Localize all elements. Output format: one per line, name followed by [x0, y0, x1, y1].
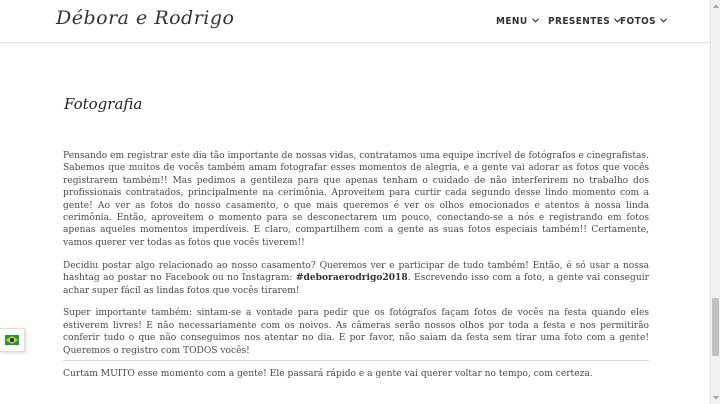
- paragraph-text: Decidiu postar algo relacionado ao nosso casamento? Queremos ver e participar de tudo também! Então, é só usar a nossa hashtag ao postar no Facebook ou no Instagram:: [63, 260, 649, 284]
- site-header: [0, 0, 710, 43]
- nav-presentes[interactable]: [548, 15, 621, 27]
- scrollbar-thumb[interactable]: [712, 298, 719, 356]
- nav-fotos[interactable]: [620, 15, 667, 27]
- paragraph: Pensando em registrar este dia tão importante de nossas vidas, contratamos uma equipe incrível de fotógrafos e cinegrafistas. Sabemos que muitos de vocês também amam fotografar esses momentos de alegria, e a gente vai adorar as fotos que vocês registrarem também!! Mas pedimos a gentileza para que apenas tenham o cuidado de não interferirem no trabalho dos profissionais contratados, principalmente na cerimônia. Aproveitem para curtir cada segundo desse lindo momento com a gente! Ao ver as fotos do nosso casamento, o que mais queremos é ver os olhos emocionados e atentos à nossa linda cerimônia. Então, aproveitem o momento para se desconectarem um pouco, conectando-se a nós e registrando em fotos apenas aqueles momentos imperdíveis. E claro, compartilhem com a gente as suas fotos especiais também!! Certamente, vamos querer ver todas as fotos que vocês tiverem!!: [63, 151, 649, 248]
- language-selector[interactable]: [0, 328, 25, 352]
- section-divider: [63, 360, 649, 361]
- section-title: Fotografia: [64, 95, 143, 113]
- nav-menu-label: MENU: [496, 16, 528, 27]
- nav-menu[interactable]: [496, 15, 539, 27]
- section-content: [63, 150, 649, 391]
- paragraph: Curtam MUITO esse momento com a gente! Ele passará rápido e a gente vai querer voltar no tempo, com certeza.: [63, 368, 593, 379]
- paragraph: Super importante também: sintam-se a vontade para pedir que os fotógrafos façam fotos de vocês na festa quando eles estiverem livres! E não necessariamente com os noivos. As câmeras serão nossos olhos por toda a festa e nos permitirão conferir tudo o que não conseguimos nos atentar no dia. E por favor, não saiam da festa sem tirar uma foto com a gente! Queremos o registro com TODOS vocês!: [63, 308, 649, 356]
- chevron-down-icon: [532, 15, 539, 26]
- paragraph-text: . Escrevendo isso com a foto, a gente vai conseguir achar super fácil as lindas fotos que vocês tirarem!: [63, 273, 649, 296]
- site-logo[interactable]: Débora e Rodrigo: [56, 7, 235, 29]
- scroll-down-arrow-icon[interactable]: [712, 394, 720, 402]
- hashtag: #deboraerodrigo2018: [295, 272, 408, 284]
- chevron-down-icon: [660, 15, 667, 26]
- brazil-flag-icon: [5, 335, 19, 345]
- nav-fotos-label: FOTOS: [620, 16, 657, 27]
- paragraph-hashtag: [63, 260, 649, 297]
- scroll-up-arrow-icon[interactable]: [712, 2, 720, 10]
- nav-presentes-label: PRESENTES: [548, 16, 611, 27]
- vertical-scrollbar[interactable]: [710, 0, 720, 404]
